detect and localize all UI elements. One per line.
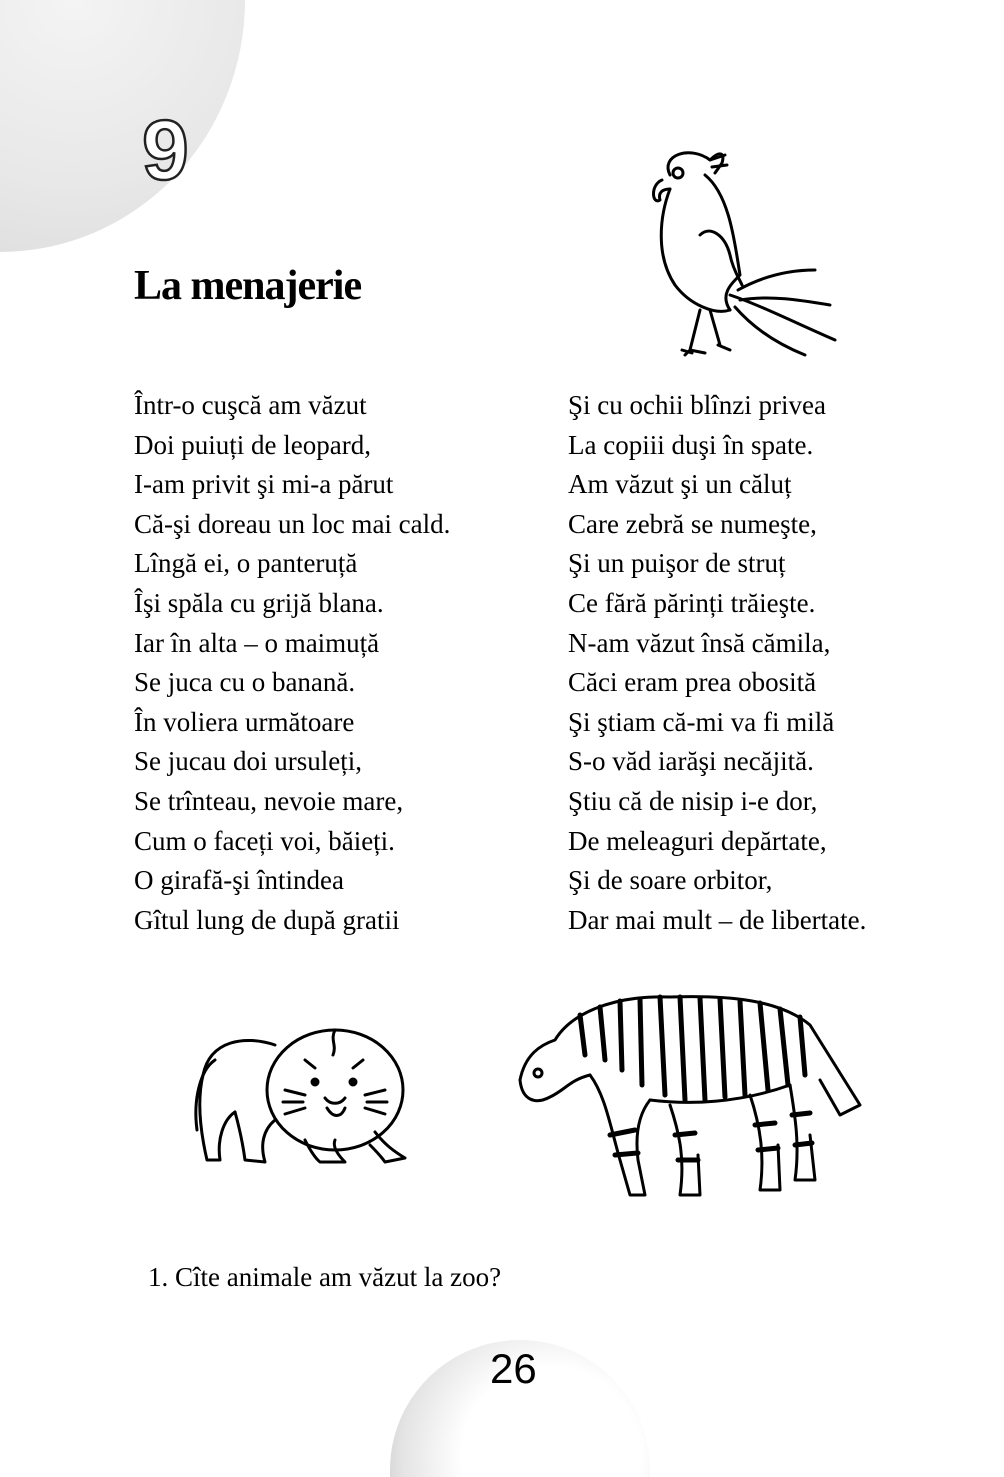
chapter-number: 9 (142, 103, 189, 197)
poem-line: Dar mai mult – de libertate. (568, 904, 867, 935)
poem-line: Doi puiuți de leopard, (134, 429, 371, 460)
poem-line: Gîtul lung de după gratii (134, 904, 400, 935)
poem-right-column (568, 386, 988, 940)
poem-line: În voliera următoare (134, 706, 355, 737)
poem-line: Căci eram prea obosită (568, 667, 817, 698)
poem-line: I-am privit şi mi-a părut (134, 469, 394, 500)
poem-line: Şi un puişor de struț (568, 548, 786, 579)
poem-line: Lîngă ei, o panteruță (134, 548, 358, 579)
poem-line: Se jucau doi ursuleți, (134, 746, 362, 777)
poem-line: Şi cu ochii blînzi privea (568, 390, 826, 420)
page-number: 26 (490, 1345, 537, 1392)
corner-decoration (0, 0, 245, 252)
lion-cub-illustration (185, 1020, 425, 1175)
poem-left-column (134, 386, 554, 940)
poem-line: S-o văd iarăşi necăjită. (568, 746, 814, 777)
poem-line: Şi de soare orbitor, (568, 865, 773, 896)
poem-line: Ce fără părinți trăieşte. (568, 587, 816, 618)
poem-line: Cum o faceți voi, băieți. (134, 825, 395, 856)
poem-line: Se juca cu o banană. (134, 667, 356, 698)
poem-line: Iar în alta – o maimuță (134, 627, 380, 658)
poem-line: O girafă-şi întindea (134, 865, 344, 896)
zebra-illustration (510, 985, 875, 1205)
question-1: 1. Cîte animale am văzut la zoo? (148, 1262, 502, 1292)
poem-line: Ştiu că de nisip i-e dor, (568, 785, 818, 816)
page-title: La menajerie (134, 263, 362, 309)
poem-line: Care zebră se numeşte, (568, 508, 817, 539)
poem-line: La copiii duşi în spate. (568, 429, 814, 460)
poem-line: Că-şi doreau un loc mai cald. (134, 508, 451, 539)
poem-line: Şi ştiam că-mi va fi milă (568, 706, 835, 737)
poem-line: Se trînteau, nevoie mare, (134, 785, 404, 816)
poem-line: Am văzut şi un căluț (568, 469, 792, 500)
poem-line: Îşi spăla cu grijă blana. (134, 587, 384, 618)
poem-line: Într-o cuşcă am văzut (134, 390, 367, 420)
parrot-illustration (630, 145, 845, 360)
poem-line: N-am văzut însă cămila, (568, 627, 831, 658)
poem-line: De meleaguri depărtate, (568, 825, 827, 856)
